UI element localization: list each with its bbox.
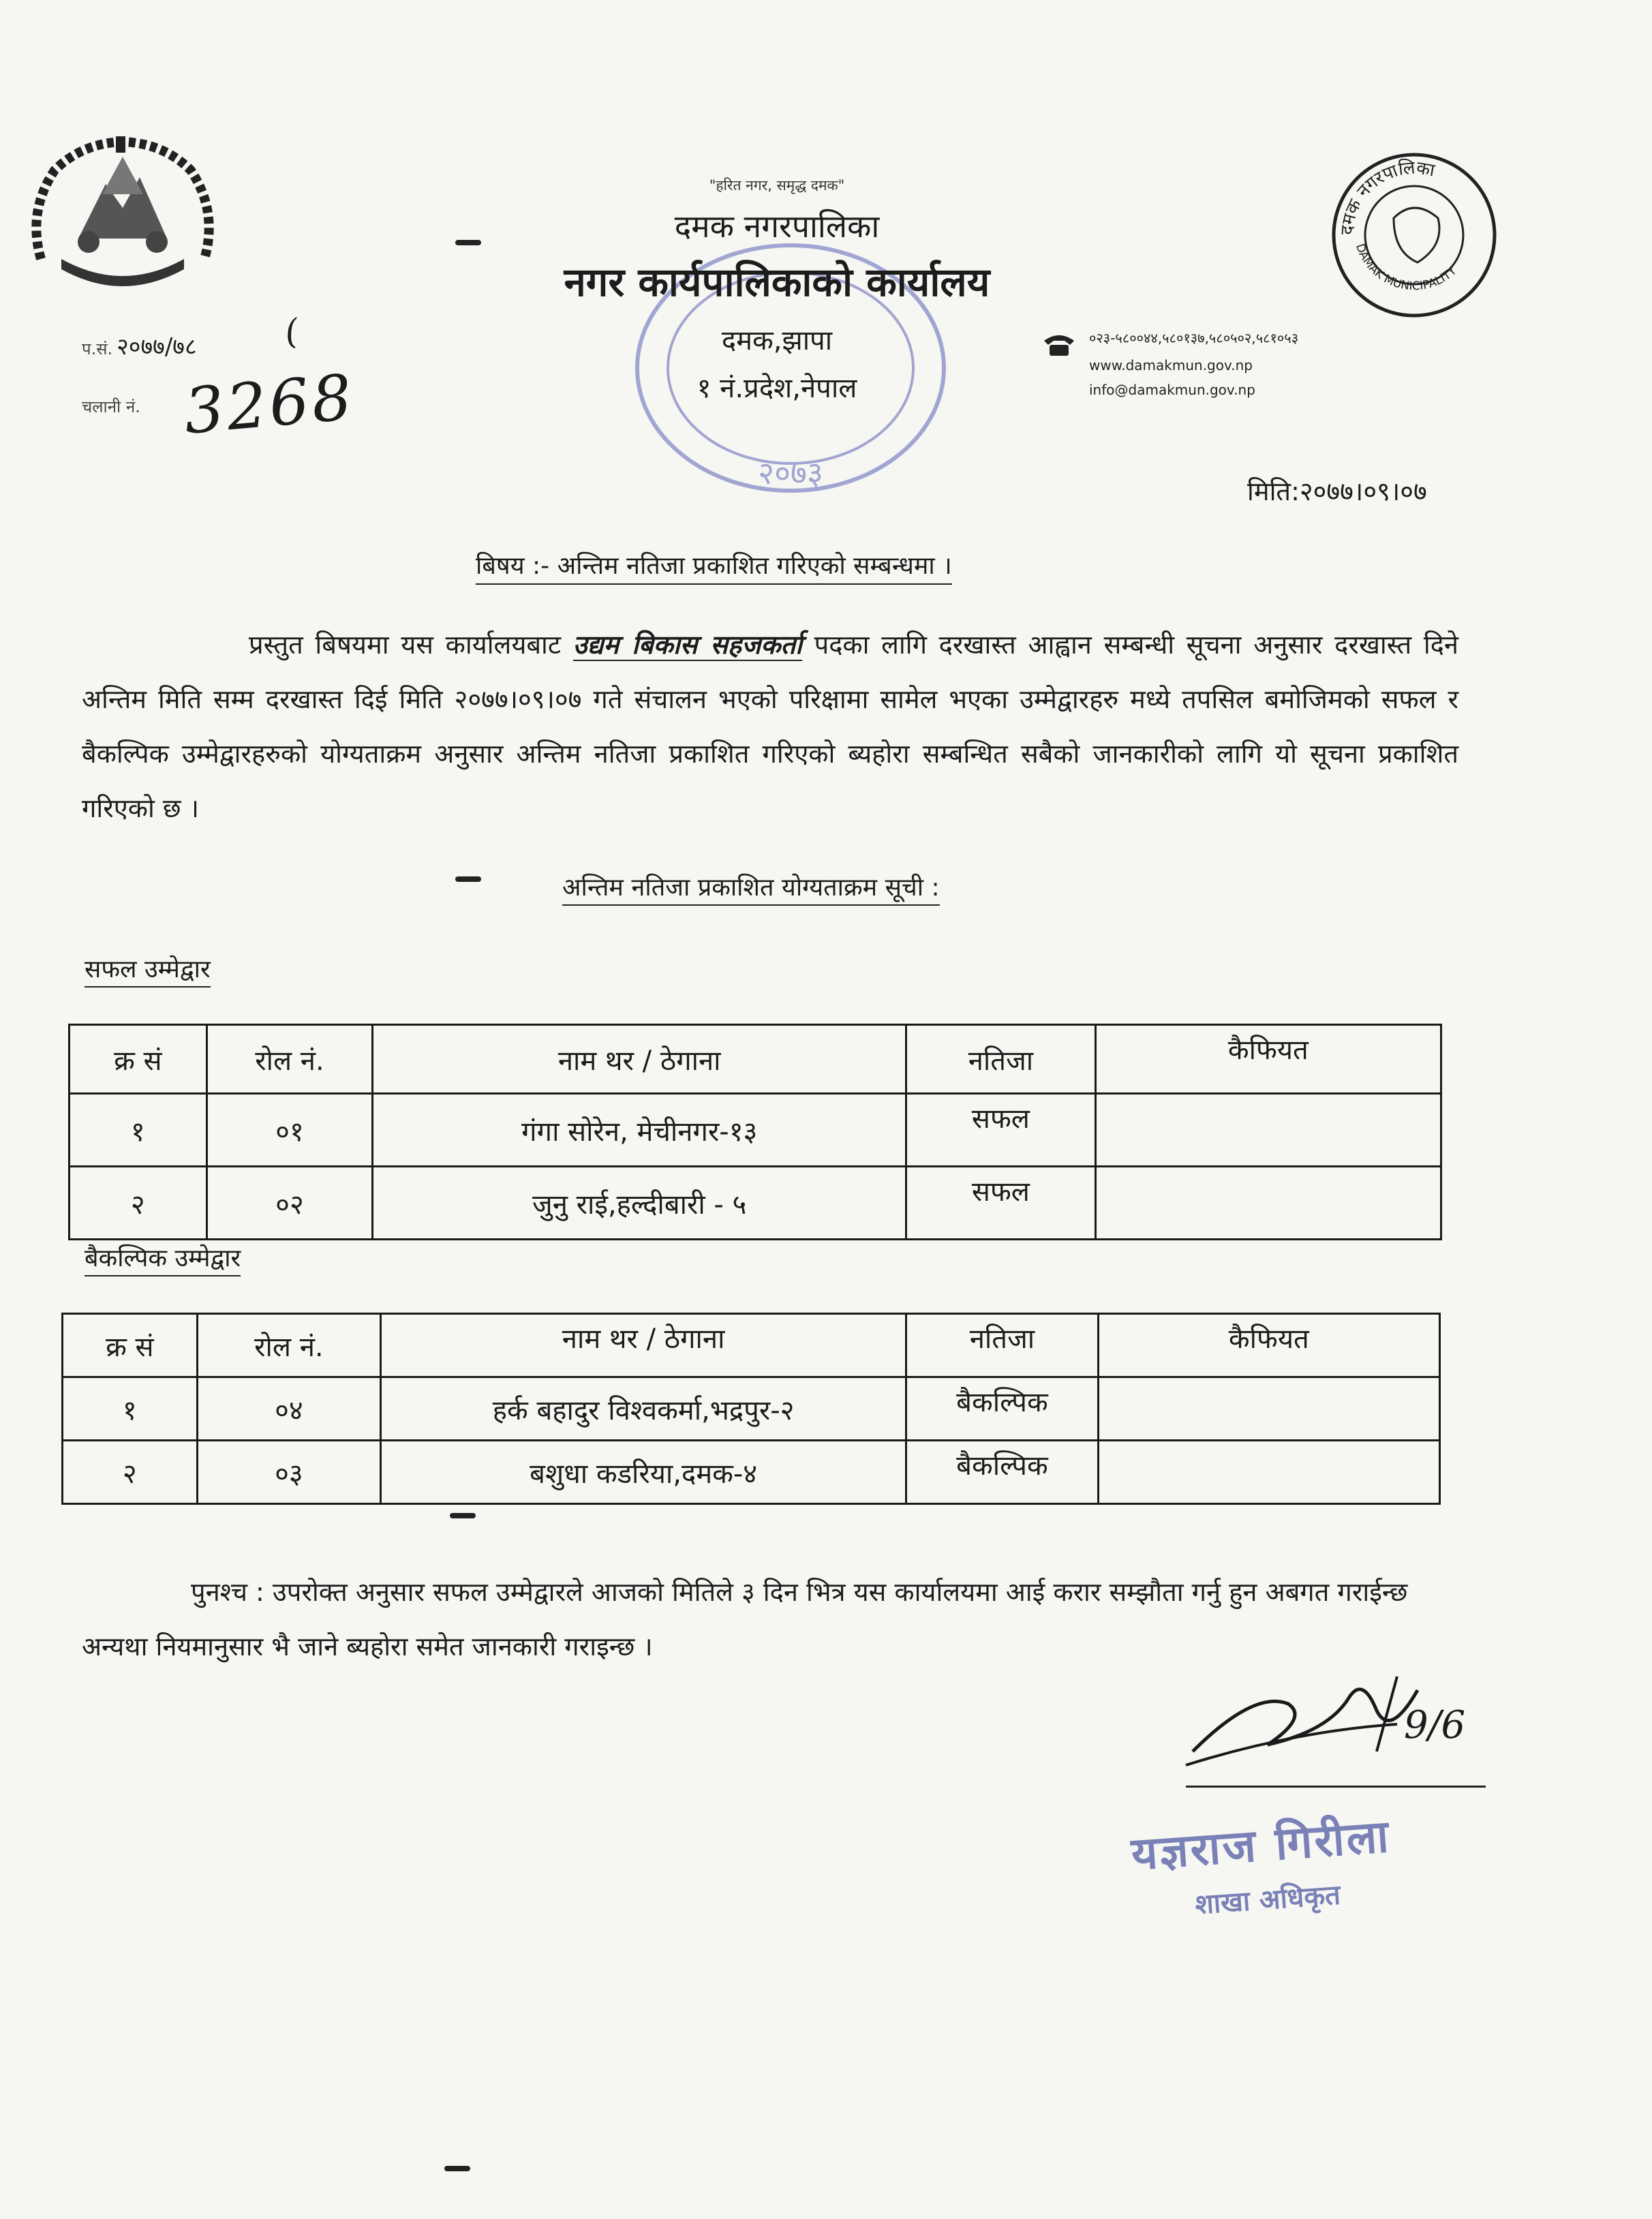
col-serial: क्र सं — [70, 1025, 207, 1094]
remarks-cell — [1098, 1377, 1439, 1441]
successful-candidates-table — [68, 1024, 1442, 1240]
serial-cell: १ — [70, 1094, 207, 1167]
svg-text:दमक नगरपालिका: दमक नगरपालिका — [1336, 157, 1437, 236]
body-intro-start: प्रस्तुत बिषयमा यस कार्यालयबाट — [249, 630, 573, 660]
email-link[interactable]: info@damakmun.gov.np — [1089, 382, 1255, 398]
municipality-slogan: "हरित नगर, समृद्ध दमक" — [709, 177, 845, 194]
address-line-2: १ नं.प्रदेश,नेपाल — [697, 373, 857, 404]
municipality-name: दमक नगरपालिका — [674, 208, 880, 245]
col-roll: रोल नं. — [206, 1025, 373, 1094]
post-name: उद्यम बिकास सहजकर्ता — [572, 630, 802, 660]
result-cell: बैकल्पिक — [906, 1377, 1099, 1441]
chalani-label: चलानी नं. — [82, 397, 140, 416]
svg-text:२०७३: २०७३ — [758, 455, 823, 491]
svg-text:9/6: 9/6 — [1404, 1703, 1466, 1747]
col-result: नतिजा — [906, 1025, 1096, 1094]
signatory-name-stamp: यज्ञराज गिरीला — [1129, 1809, 1392, 1881]
col-name-address: नाम थर / ठेगाना — [373, 1025, 906, 1094]
roll-cell: ०४ — [197, 1377, 381, 1441]
remarks-cell — [1098, 1441, 1439, 1504]
col-serial: क्र सं — [63, 1314, 198, 1377]
successful-section-title: सफल उम्मेद्वार — [85, 951, 211, 988]
col-remarks: कैफियत — [1095, 1025, 1441, 1094]
margin-mark — [450, 1513, 476, 1518]
phone-icon — [1041, 331, 1077, 358]
patra-label: प.सं. — [82, 339, 113, 358]
letter-date: मिति:२०७७।०९।०७ — [1247, 476, 1427, 506]
handwritten-mark: ( — [282, 311, 301, 353]
signatory-title-stamp: शाखा अधिकृत — [1194, 1879, 1342, 1921]
nepal-emblem-icon — [14, 129, 232, 286]
name-cell: हर्क बहादुर विश्वकर्मा,भद्रपुर-२ — [381, 1377, 906, 1441]
subject-line: बिषय :- अन्तिम नतिजा प्रकाशित गरिएको सम्बन्धमा । — [476, 548, 952, 585]
alternate-section-title: बैकल्पिक उम्मेद्वार — [85, 1240, 241, 1276]
body-intro-rest: पदका लागि दरखास्त आह्वान सम्बन्धी सूचना अनुसार दरखास्त दिने अन्तिम मिति सम्म दरखास्त दिई मिति २०७७।०९।०७ गते संचालन भएको परिक्षामा सामेल भएका उम्मेद्वारहरु मध्ये तपसिल बमोजिमको सफल र बैकल्पिक उम्मेद्वारहरुको योग्यताक्रम अनुसार अन्तिम नतिजा प्रकाशित गरिएको ब्यहोरा सम्बन्धित सबैको जानकारीको लागि यो सूचना प्रकाशित गरिएको छ । — [82, 630, 1458, 823]
col-remarks: कैफियत — [1098, 1314, 1439, 1377]
table-header-row — [70, 1025, 1441, 1094]
serial-cell: १ — [63, 1377, 198, 1441]
col-name-address: नाम थर / ठेगाना — [381, 1314, 906, 1377]
patra-sankhya — [82, 330, 197, 361]
office-title: नगर कार्यपालिकाको कार्यालय — [564, 259, 990, 305]
remarks-cell — [1095, 1167, 1441, 1240]
table-row — [70, 1167, 1441, 1240]
roll-cell: ०२ — [206, 1167, 373, 1240]
result-cell: बैकल्पिक — [906, 1441, 1099, 1504]
body-paragraph — [82, 617, 1458, 836]
footnote-paragraph: पुनश्च : उपरोक्त अनुसार सफल उम्मेद्वारले आजको मितिले ३ दिन भित्र यस कार्यालयमा आई करार सम्झौता गर्नु हुन अबगत गराईन्छ अन्यथा नियमानुसार भै जाने ब्यहोरा समेत जानकारी गराइन्छ । — [82, 1577, 1408, 1662]
table-header-row — [63, 1314, 1440, 1377]
col-roll: रोल नं. — [197, 1314, 381, 1377]
phone-numbers: ०२३-५८००४४,५८०१३७,५८०५०२,५८१०५३ — [1089, 330, 1299, 346]
col-result: नतिजा — [906, 1314, 1099, 1377]
table-row — [63, 1377, 1440, 1441]
margin-mark — [455, 876, 481, 882]
roll-cell: ०३ — [197, 1441, 381, 1504]
signature-icon — [1172, 1649, 1499, 1779]
serial-cell: २ — [70, 1167, 207, 1240]
name-cell: जुनु राई,हल्दीबारी - ५ — [373, 1167, 906, 1240]
svg-text:DAMAK MUNICIPALITY: DAMAK MUNICIPALITY — [1353, 242, 1460, 294]
result-cell: सफल — [906, 1094, 1096, 1167]
alternate-candidates-table — [61, 1313, 1441, 1505]
name-cell: बशुधा कडरिया,दमक-४ — [381, 1441, 906, 1504]
roll-cell: ०१ — [206, 1094, 373, 1167]
serial-cell: २ — [63, 1441, 198, 1504]
table-row — [70, 1094, 1441, 1167]
name-cell: गंगा सोरेन, मेचीनगर-१३ — [373, 1094, 906, 1167]
patra-value: २०७७/७८ — [117, 333, 197, 361]
table-row — [63, 1441, 1440, 1504]
signature-line — [1186, 1786, 1486, 1788]
municipality-seal-icon — [1329, 150, 1499, 320]
website-link[interactable]: www.damakmun.gov.np — [1089, 357, 1253, 373]
merit-list-title: अन्तिम नतिजा प्रकाशित योग्यताक्रम सूची : — [562, 870, 940, 906]
margin-mark — [455, 240, 481, 245]
margin-mark — [444, 2166, 470, 2171]
chalani-number-handwritten: 3268 — [181, 361, 358, 448]
address-line-1: दमक,झापा — [721, 325, 833, 356]
result-cell: सफल — [906, 1167, 1096, 1240]
remarks-cell — [1095, 1094, 1441, 1167]
